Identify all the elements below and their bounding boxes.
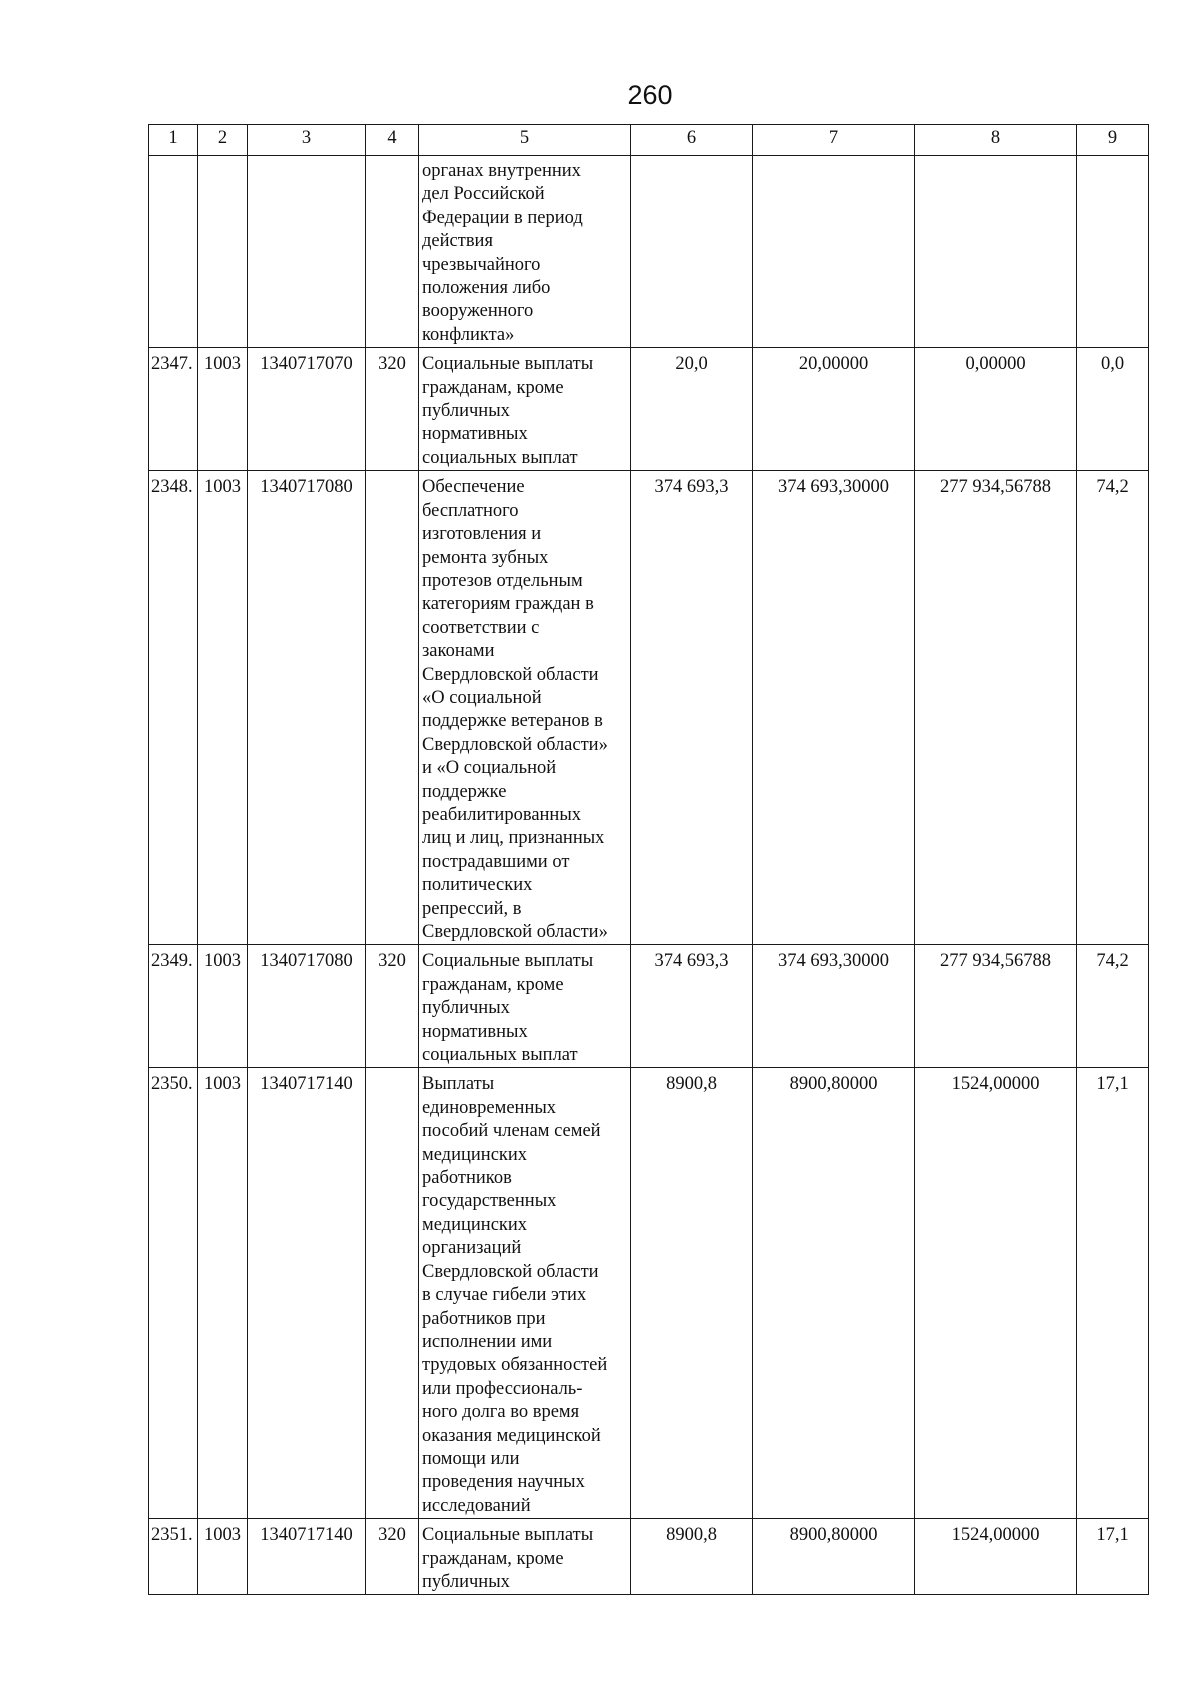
description-line: Обеспечение <box>422 477 525 498</box>
description-line: политических <box>422 875 533 896</box>
column-header: 5 <box>419 125 631 156</box>
column-header: 1 <box>149 125 198 156</box>
plan-value-cell: 8900,8 <box>631 1068 753 1519</box>
table-row <box>149 471 1149 945</box>
row-number-cell: 2349. <box>149 945 198 1068</box>
description-line: Свердловской области» <box>422 734 608 755</box>
description-line: репрессий, в <box>422 898 522 919</box>
description-line: государственных <box>422 1191 557 1212</box>
description-line: оказания медицинской <box>422 1425 601 1446</box>
description-line: Социальные выплаты <box>422 1525 594 1546</box>
empty-cell <box>149 156 198 348</box>
section-code-cell: 1003 <box>198 1519 248 1595</box>
description-line: публичных <box>422 401 510 422</box>
description-line: чрезвычайного <box>422 254 541 275</box>
description-line: Федерации в период <box>422 207 583 228</box>
description-cell <box>419 945 631 1068</box>
description-line: в случае гибели этих <box>422 1285 587 1306</box>
empty-cell <box>248 156 366 348</box>
description-line: ного долга во время <box>422 1402 580 1423</box>
description-line: реабилитированных <box>422 804 582 825</box>
description-line: «О социальной <box>422 687 542 708</box>
description-line: ремонта зубных <box>422 547 549 568</box>
target-code-cell: 1340717070 <box>248 348 366 471</box>
description-line: законами <box>422 641 495 662</box>
percent-cell: 17,1 <box>1077 1519 1149 1595</box>
description-line: положения либо <box>422 278 551 299</box>
description-line: пострадавшими от <box>422 851 570 872</box>
plan-value-cell: 374 693,3 <box>631 471 753 945</box>
budget-table <box>148 124 1149 1595</box>
description-cell <box>419 471 631 945</box>
column-header: 7 <box>753 125 915 156</box>
column-header: 2 <box>198 125 248 156</box>
description-line: медицинских <box>422 1214 528 1235</box>
description-cell <box>419 1519 631 1595</box>
target-code-cell: 1340717080 <box>248 945 366 1068</box>
description-line: соответствии с <box>422 617 540 638</box>
row-number-cell: 2347. <box>149 348 198 471</box>
description-cell <box>419 1068 631 1519</box>
description-line: гражданам, кроме <box>422 377 564 398</box>
percent-cell: 0,0 <box>1077 348 1149 471</box>
executed-value-cell: 1524,00000 <box>915 1519 1077 1595</box>
empty-cell <box>631 156 753 348</box>
description-line: лиц и лиц, признанных <box>422 828 605 849</box>
description-line: социальных выплат <box>422 1045 578 1066</box>
empty-cell <box>198 156 248 348</box>
description-line: исследований <box>422 1495 531 1516</box>
description-line: нормативных <box>422 1021 528 1042</box>
plan-value-cell: 8900,8 <box>631 1519 753 1595</box>
target-code-cell: 1340717080 <box>248 471 366 945</box>
table-row <box>149 1519 1149 1595</box>
description-line: гражданам, кроме <box>422 974 564 995</box>
plan-precise-value-cell: 20,00000 <box>753 348 915 471</box>
executed-value-cell: 277 934,56788 <box>915 945 1077 1068</box>
description-line: помощи или <box>422 1448 520 1469</box>
page-number: 260 <box>627 80 673 110</box>
empty-cell <box>366 156 419 348</box>
description-line: Свердловской области» <box>422 922 608 942</box>
description-line: или профессиональ- <box>422 1378 583 1399</box>
empty-cell <box>753 156 915 348</box>
percent-cell: 17,1 <box>1077 1068 1149 1519</box>
column-header: 8 <box>915 125 1077 156</box>
description-line: органах внутренних <box>422 161 581 181</box>
description-line: Свердловской области <box>422 1261 599 1282</box>
description-line: дел Российской <box>422 184 545 205</box>
description-line: категориям граждан в <box>422 594 594 615</box>
description-line: единовременных <box>422 1097 557 1118</box>
description-line: публичных <box>422 998 510 1019</box>
description-line: протезов отдельным <box>422 570 583 591</box>
description-cell <box>419 348 631 471</box>
empty-cell <box>915 156 1077 348</box>
continuation-row <box>149 156 1149 348</box>
description-line: организаций <box>422 1238 522 1259</box>
plan-precise-value-cell: 374 693,30000 <box>753 471 915 945</box>
description-line: поддержке <box>422 781 507 802</box>
executed-value-cell: 1524,00000 <box>915 1068 1077 1519</box>
table-row <box>149 945 1149 1068</box>
description-line: пособий членам семей <box>422 1121 601 1142</box>
row-number-cell: 2351. <box>149 1519 198 1595</box>
description-line: нормативных <box>422 424 528 445</box>
description-line: Выплаты <box>422 1074 495 1095</box>
description-line: работников <box>422 1168 512 1189</box>
description-line: и «О социальной <box>422 758 557 779</box>
description-line: публичных <box>422 1571 510 1592</box>
description-line: вооруженного <box>422 301 534 322</box>
target-code-cell: 1340717140 <box>248 1519 366 1595</box>
column-header: 9 <box>1077 125 1149 156</box>
description-cell <box>419 156 631 348</box>
description-line: конфликта» <box>422 324 515 345</box>
expense-type-cell: 320 <box>366 348 419 471</box>
column-header: 6 <box>631 125 753 156</box>
description-line: изготовления и <box>422 524 542 545</box>
executed-value-cell: 277 934,56788 <box>915 471 1077 945</box>
percent-cell: 74,2 <box>1077 471 1149 945</box>
description-line: работников при <box>422 1308 546 1329</box>
target-code-cell: 1340717140 <box>248 1068 366 1519</box>
description-line: социальных выплат <box>422 447 578 468</box>
percent-cell: 74,2 <box>1077 945 1149 1068</box>
expense-type-cell: 320 <box>366 1519 419 1595</box>
executed-value-cell: 0,00000 <box>915 348 1077 471</box>
section-code-cell: 1003 <box>198 471 248 945</box>
plan-value-cell: 20,0 <box>631 348 753 471</box>
description-line: проведения научных <box>422 1472 585 1493</box>
description-line: Социальные выплаты <box>422 354 594 375</box>
expense-type-cell <box>366 1068 419 1519</box>
row-number-cell: 2348. <box>149 471 198 945</box>
table-row <box>149 348 1149 471</box>
plan-precise-value-cell: 8900,80000 <box>753 1519 915 1595</box>
description-line: действия <box>422 231 493 252</box>
empty-cell <box>1077 156 1149 348</box>
table-row <box>149 1068 1149 1519</box>
description-line: исполнении ими <box>422 1331 553 1352</box>
section-code-cell: 1003 <box>198 945 248 1068</box>
column-header: 3 <box>248 125 366 156</box>
plan-value-cell: 374 693,3 <box>631 945 753 1068</box>
expense-type-cell: 320 <box>366 945 419 1068</box>
description-line: Социальные выплаты <box>422 951 594 972</box>
description-line: трудовых обязанностей <box>422 1355 608 1376</box>
description-line: поддержке ветеранов в <box>422 711 603 732</box>
plan-precise-value-cell: 374 693,30000 <box>753 945 915 1068</box>
section-code-cell: 1003 <box>198 348 248 471</box>
expense-type-cell <box>366 471 419 945</box>
column-number-row <box>149 125 1149 156</box>
column-header: 4 <box>366 125 419 156</box>
description-line: бесплатного <box>422 500 519 521</box>
plan-precise-value-cell: 8900,80000 <box>753 1068 915 1519</box>
row-number-cell: 2350. <box>149 1068 198 1519</box>
description-line: медицинских <box>422 1144 528 1165</box>
description-line: гражданам, кроме <box>422 1548 564 1569</box>
description-line: Свердловской области <box>422 664 599 685</box>
section-code-cell: 1003 <box>198 1068 248 1519</box>
